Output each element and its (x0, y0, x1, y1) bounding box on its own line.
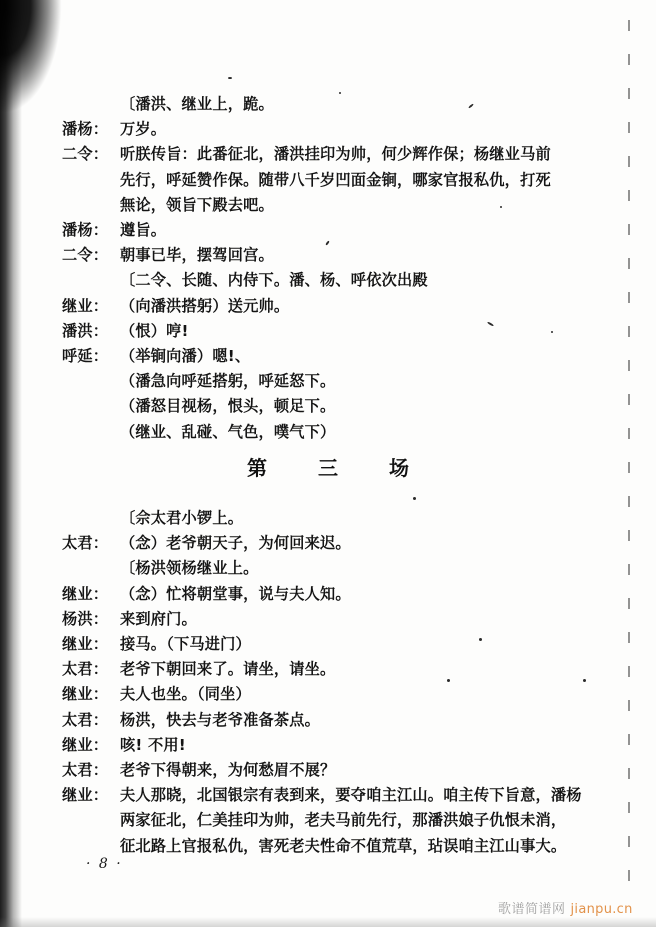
line-text: 〔杨洪领杨继业上。 (120, 559, 259, 578)
speaker-label: 继业： (62, 296, 109, 315)
speaker-label: 继业： (62, 735, 109, 754)
speaker-label: 继业： (62, 786, 109, 805)
watermark-site-name: 歌谱简谱网 (498, 902, 566, 917)
dialogue-line (62, 344, 622, 369)
dialogue-line (62, 632, 622, 657)
speaker-label: 二令： (62, 145, 109, 164)
line-text: 夫人也坐。（同坐） (120, 685, 251, 704)
stage-direction-line (62, 506, 622, 531)
stage-direction-line (62, 369, 622, 394)
speaker-label: 潘洪： (62, 321, 109, 340)
scan-shadow-bottom-edge (0, 917, 656, 927)
dialogue-line (62, 294, 622, 319)
line-text: 老爷下朝回来了。请坐，请坐。 (120, 660, 336, 679)
dialogue-line (62, 708, 622, 733)
dialogue-line (62, 657, 622, 682)
line-text: 朝事已毕，摆驾回宫。 (120, 246, 274, 265)
line-text: （继业、乱碰、气色，噗气下） (120, 422, 336, 441)
dialogue-line (62, 531, 622, 556)
stage-direction-line (62, 556, 622, 581)
scan-speck (413, 497, 416, 500)
speaker-label: 潘杨： (62, 221, 109, 240)
line-text: 無论，领旨下殿去吧。 (120, 195, 274, 214)
stage-direction-line (62, 193, 622, 218)
line-text: 杨洪，快去与老爷准备茶点。 (120, 710, 321, 729)
stage-direction-line (62, 808, 622, 833)
line-text: 〔佘太君小锣上。 (120, 509, 244, 527)
line-text: 遵旨。 (120, 221, 167, 240)
speaker-label: 潘杨： (62, 120, 109, 139)
line-text: 来到府门。 (120, 609, 197, 628)
dialogue-line (62, 218, 622, 243)
speaker-label: 太君： (62, 534, 109, 553)
dialogue-line (62, 243, 622, 268)
line-text: （潘怒目视杨，恨头，顿足下。 (120, 397, 336, 416)
speaker-label: 太君： (62, 660, 109, 679)
dialogue-line (62, 783, 622, 808)
dialogue-line (62, 117, 622, 142)
scan-speck (228, 77, 232, 79)
speaker-label: 杨洪： (62, 609, 109, 628)
speaker-label: 继业： (62, 685, 109, 704)
line-text: （举锏向潘）嗯!、 (120, 347, 251, 366)
speaker-label: 继业： (62, 635, 109, 654)
line-text: 征北路上官报私仇，害死老夫性命不值荒草，玷误咱主江山事大。 (120, 836, 567, 855)
speaker-label: 二令： (62, 246, 109, 265)
stage-direction-line (62, 834, 622, 859)
script-body-lower (62, 506, 622, 859)
page-number: · 8 · (86, 856, 123, 872)
line-text: （潘急向呼延搭躬，呼延怒下。 (120, 372, 336, 391)
line-text: 夫人那晓，北国银宗有表到来，要夺咱主江山。咱主传下旨意，潘杨 (120, 786, 582, 805)
dialogue-line (62, 607, 622, 632)
scene-heading: 第 三 场 (247, 456, 431, 480)
line-text: 先行，呼延赞作保。随带八千岁凹面金锏，哪家官报私仇，打死 (120, 170, 551, 189)
line-text: 〔潘洪、继业上，跪。 (120, 95, 274, 113)
line-text: 咳! 不用! (120, 735, 186, 754)
stage-direction-line (62, 268, 622, 293)
stage-direction-line (62, 420, 622, 445)
watermark-url: jianpu.cn (570, 902, 633, 917)
line-text: （恨）哼! (120, 321, 189, 340)
line-text: （向潘洪搭躬）送元帅。 (120, 296, 290, 315)
script-body-upper (62, 92, 622, 445)
stage-direction-line (62, 92, 622, 117)
line-text: 听朕传旨：此番征北，潘洪挂印为帅，何少辉作保；杨继业马前 (120, 145, 551, 164)
line-text: 老爷下得朝来，为何愁眉不展？ (120, 761, 336, 780)
line-text: 接马。（下马进门） (120, 635, 251, 654)
dialogue-line (62, 319, 622, 344)
speaker-label: 太君： (62, 710, 109, 729)
dialogue-line (62, 733, 622, 758)
line-text: （念）忙将朝堂事，说与夫人知。 (120, 584, 351, 603)
speaker-label: 呼延： (62, 347, 109, 366)
speaker-label: 继业： (62, 584, 109, 603)
dialogue-line (62, 758, 622, 783)
speaker-label: 太君： (62, 761, 109, 780)
stage-direction-line (62, 394, 622, 419)
line-text: 万岁。 (120, 120, 167, 139)
line-text: 两家征北，仁美挂印为帅，老夫马前先行，那潘洪娘子仇恨未消， (120, 811, 567, 830)
dialogue-line (62, 142, 622, 167)
stage-direction-line (62, 168, 622, 193)
dialogue-line (62, 582, 622, 607)
watermark (498, 898, 633, 917)
line-text: 〔二令、长随、内侍下。潘、杨、呼依次出殿 (120, 271, 428, 290)
line-text: （念）老爷朝天子，为何回来迟。 (120, 534, 351, 553)
scan-shadow-top-left-corner (0, 0, 62, 150)
dialogue-line (62, 682, 622, 707)
